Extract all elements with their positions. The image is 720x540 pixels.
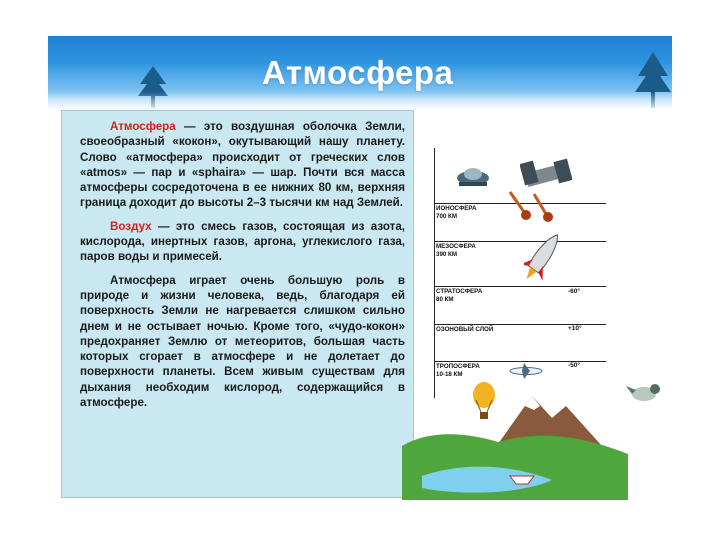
term-air: Воздух [110, 219, 152, 233]
layer-label-stratosphere: СТРАТОСФЕРА 80 КМ [436, 288, 483, 303]
layer-label-ionosphere: ИОНОСФЕРА 700 КМ [436, 205, 477, 220]
temperature-label: -50° [568, 362, 580, 369]
layer-label-mesosphere: МЕЗОСФЕРА 390 КМ [436, 243, 476, 258]
satellite-icon [453, 162, 493, 192]
meteor-icon [506, 188, 556, 228]
paragraph-text: — это воздушная оболочка Земли, своеобразный «кокон», окутывающий нашу планету. Слово «атмосфера» происходит от греческих слов «atmos» — пар и «sphaira» — шар. Почти вся масса атмосферы сосредоточена в ее нижних 80 км, верхняя граница доходит до высоты 2–3 тысячи км над Землей. [80, 120, 405, 210]
layer-label-ozone: ОЗОНОВЫЙ СЛОЙ [436, 326, 494, 333]
paragraph-definition [80, 119, 405, 211]
text-panel [61, 110, 414, 498]
paragraph-air [80, 219, 405, 265]
layer-divider [434, 286, 606, 287]
bird-icon [624, 376, 664, 406]
header-banner [48, 36, 672, 112]
atmosphere-diagram [398, 148, 672, 500]
paragraph-role: Атмосфера играет очень большую роль в природе и жизни человека, ведь, благодаря ей поверхность Земли не нагревается слишком сильно днем и не остывает ночью. Кроме того, «чудо-кокон» предохраняет Землю от метеоритов, большая часть которых сгорает в атмосфере и не долетает до поверхности планеты. Всем живым существам для дыхания необходим кислород, содержащийся в атмосфере. [80, 273, 405, 410]
page-title: Атмосфера [262, 54, 454, 91]
rocket-icon [524, 228, 560, 286]
temperature-label: -60° [568, 288, 580, 295]
airplane-icon [508, 362, 544, 380]
layer-label-troposphere: ТРОПОСФЕРА 10-18 КМ [436, 363, 480, 378]
paragraph-text: — это смесь газов, состоящая из азота, кислорода, инертных газов, аргона, углекислого газа, паров воды и примесей. [80, 219, 405, 264]
landscape-illustration [402, 384, 628, 500]
layer-divider [434, 241, 606, 242]
temperature-label: +10° [568, 325, 582, 332]
term-atmosphere: Атмосфера [110, 120, 176, 133]
banner-glow [48, 92, 672, 112]
